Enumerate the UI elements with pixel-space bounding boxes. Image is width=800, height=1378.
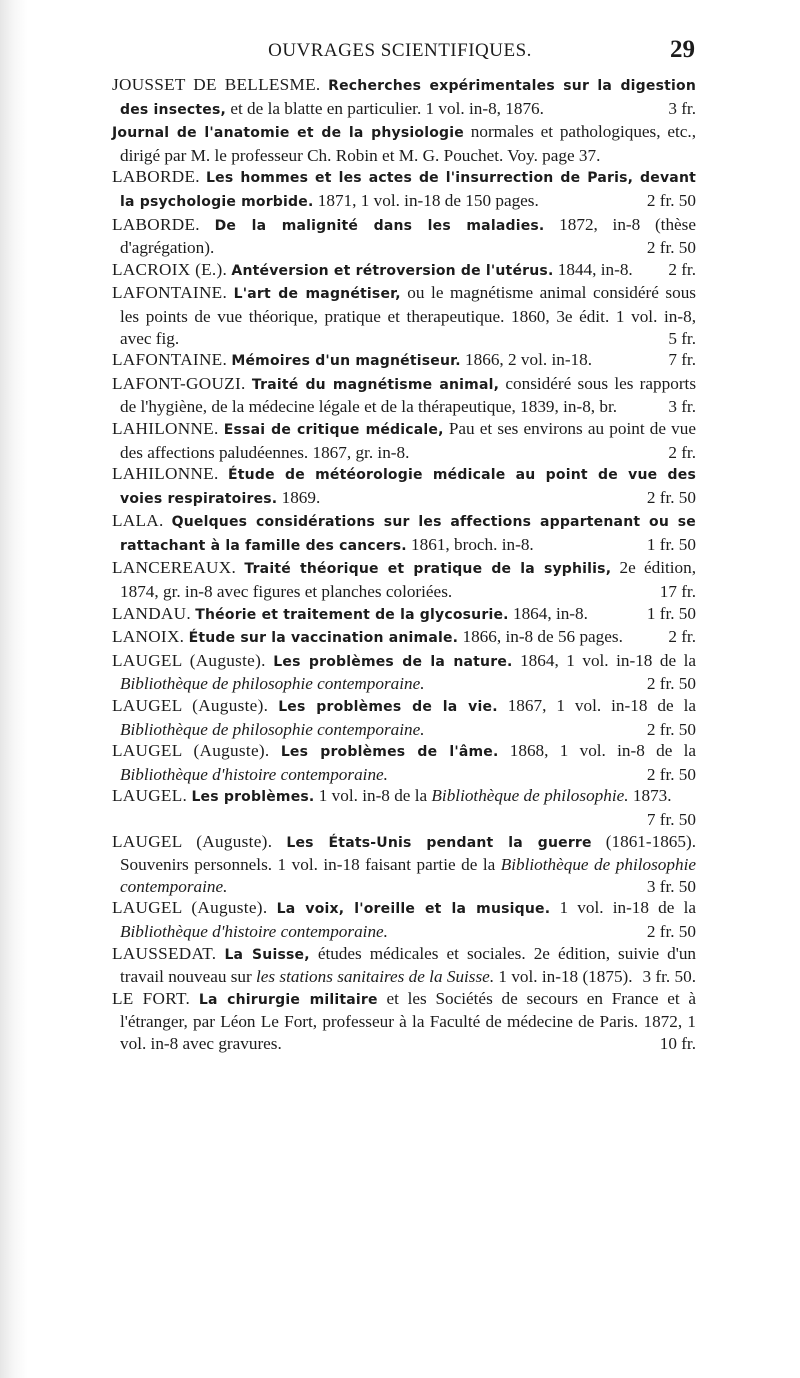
entry-details: 1 vol. in-8 de la: [318, 786, 428, 806]
catalog-entry: [112, 897, 696, 942]
catalog-entry: [112, 166, 696, 213]
entry-title: Étude de météorologie médicale au point de vue des voies respiratoires.: [120, 467, 696, 507]
catalog-entry: [112, 121, 696, 166]
catalog-entry: [112, 988, 696, 1055]
running-header: [105, 36, 695, 66]
entry-price: 2 fr. 50: [646, 764, 696, 784]
catalog-entry: [112, 74, 696, 121]
entry-price: 1 fr. 50: [646, 534, 696, 554]
entry-author: JOUSSET DE BELLESME.: [112, 75, 321, 94]
entry-title: Les problèmes de la nature.: [273, 653, 513, 670]
catalog-entry: [112, 557, 696, 602]
entry-title: Recherches expérimentales sur la digestion des insectes,: [120, 78, 696, 118]
entry-series: Bibliothèque d'histoire contemporaine.: [120, 764, 388, 784]
entry-title: La voix, l'oreille et la musique.: [276, 901, 551, 918]
entry-author: LAUGEL (Auguste).: [112, 741, 270, 761]
entry-title: Traité du magnétisme animal,: [251, 376, 500, 393]
catalog-entry: [112, 282, 696, 349]
entry-details: Pau et ses environs au point de vue des affections paludéennes. 1867, gr. in-8.: [120, 418, 696, 462]
catalog-entry: [112, 695, 696, 740]
catalog-entry: [112, 510, 696, 557]
catalog-entry: [112, 418, 696, 463]
entry-details: 1869.: [281, 487, 321, 507]
entry-series: Bibliothèque de philosophie.: [431, 786, 629, 806]
entry-details: 1 vol. in-18 de la: [559, 898, 697, 918]
catalog-entry: [112, 603, 696, 627]
page-number: 29: [670, 36, 695, 63]
entry-title: Les États-Unis pendant la guerre: [286, 834, 592, 851]
catalog-entry: [112, 831, 696, 898]
entry-details: 1844, in-8.: [557, 259, 633, 279]
entry-author: LAFONT-GOUZI.: [112, 373, 246, 393]
entry-details-extra: 1873.: [632, 786, 672, 806]
entry-price: 3 fr.: [668, 98, 696, 118]
entry-title: Les hommes et les actes de l'insurrection de Paris, devant la psychologie morbide.: [120, 170, 697, 210]
entry-author: LACROIX (E.).: [112, 259, 228, 279]
entry-author: LAUGEL (Auguste).: [112, 696, 269, 716]
entry-details: 1866, in-8 de 56 pages.: [462, 627, 623, 647]
entry-title: Essai de critique médicale,: [223, 421, 444, 438]
entry-series: Bibliothèque de philosophie contemporaine.: [120, 674, 425, 694]
entry-details: (1861-1865). Souvenirs personnels. 1 vol. in-18 faisant partie de la: [120, 831, 696, 875]
entry-title: Mémoires d'un magnétiseur.: [231, 353, 461, 370]
entry-author: LANCEREAUX.: [112, 558, 237, 578]
entry-title: De la malignité dans les maladies.: [214, 217, 545, 234]
entry-author: LAUGEL.: [112, 786, 188, 806]
entry-title: Étude sur la vaccination animale.: [188, 630, 459, 647]
entry-details: 1864, in-8.: [512, 603, 588, 623]
entry-series: Bibliothèque d'histoire contemporaine.: [120, 921, 388, 941]
entry-details: et les Sociétés de secours en France et à l'étranger, par Léon Le Fort, professeur à la Faculté de médecine de Paris. 1872, 1 vol. in-8 avec gravures.: [120, 988, 697, 1053]
entry-author: LAHILONNE.: [112, 464, 219, 484]
entry-title: Quelques considérations sur les affections appartenant ou se rattachant à la famille des cancers.: [120, 514, 696, 554]
entry-details: 1861, broch. in-8.: [411, 534, 534, 554]
entry-series: Bibliothèque de philosophie contemporaine.: [120, 855, 696, 896]
entry-author: LAHILONNE.: [112, 418, 219, 438]
entry-details: normales et pathologiques, etc., dirigé par M. le professeur Ch. Robin et M. G. Pouchet. Voy. page 37.: [120, 122, 696, 165]
entry-price: 7 fr.: [668, 350, 696, 370]
entry-author: LANOIX.: [112, 627, 185, 647]
page-title: OUVRAGES SCIENTIFIQUES.: [268, 40, 532, 61]
entry-details: 1871, 1 vol. in-18 de 150 pages.: [317, 190, 539, 210]
catalog-entry: [112, 626, 696, 650]
entry-title: Antéversion et rétroversion de l'utérus.: [231, 262, 554, 279]
entry-author: LAUGEL (Auguste).: [112, 831, 273, 851]
catalog-entry: [112, 349, 696, 373]
entry-price: 2 fr. 50: [646, 487, 696, 507]
entry-details: 1864, 1 vol. in-18 de la: [520, 650, 697, 670]
entry-title: Journal de l'anatomie et de la physiologie: [112, 125, 464, 142]
entry-price: 7 fr. 50: [646, 810, 696, 829]
catalog-entry: [112, 740, 696, 785]
entry-price: 10 fr.: [659, 1033, 696, 1053]
catalog-entry: [112, 785, 696, 830]
entry-title: Les problèmes de l'âme.: [280, 744, 499, 761]
entry-details: considéré sous les rapports de l'hygiène, de la médecine légale et de la thérapeutique, 1839, in-8, br.: [120, 373, 697, 417]
entry-author: LAUGEL (Auguste).: [112, 898, 268, 918]
entry-title: Les problèmes.: [191, 789, 315, 806]
entry-title: Les problèmes de la vie.: [278, 699, 498, 716]
entry-price: 17 fr.: [659, 582, 696, 602]
entry-author: LAFONTAINE.: [112, 350, 228, 370]
entry-price: 2 fr.: [668, 442, 696, 462]
entry-details-extra: 1 vol. in-18 (1875).: [498, 967, 633, 987]
entry-price: 1 fr. 50: [646, 603, 696, 623]
entry-series: les stations sanitaires de la Suisse.: [256, 967, 495, 987]
entry-author: LANDAU.: [112, 603, 191, 623]
entry-price: 2 fr. 50: [646, 921, 696, 941]
entry-price: 2 fr.: [668, 627, 696, 647]
entry-price: 2 fr.: [668, 259, 696, 279]
entry-details: 1872, in-8 (thèse d'agrégation).: [120, 214, 696, 258]
entry-title: L'art de magnétiser,: [233, 286, 401, 303]
entry-author: LAUGEL (Auguste).: [112, 650, 266, 670]
entry-details: et de la blatte en particulier. 1 vol. in-8, 1876.: [230, 98, 544, 118]
catalog-entry: [112, 373, 696, 418]
catalog-entry: [112, 214, 696, 259]
entry-title: La chirurgie militaire: [198, 991, 378, 1008]
catalog-entry: [112, 463, 696, 510]
entry-details: 1866, 2 vol. in-18.: [465, 350, 593, 370]
entry-price: 5 fr.: [668, 328, 696, 348]
entry-author: LALA.: [112, 511, 164, 531]
entry-price: 3 fr.: [668, 397, 696, 417]
entry-price: 2 fr. 50: [646, 190, 696, 210]
entry-author: LABORDE.: [112, 214, 200, 234]
entry-price: 2 fr. 50: [646, 719, 696, 739]
entry-author: LAUSSEDAT.: [112, 943, 217, 963]
entry-price: 3 fr. 50.: [642, 967, 696, 987]
catalog-entry: [112, 943, 696, 988]
entry-author: LABORDE.: [112, 167, 200, 187]
entry-price: 2 fr. 50: [646, 238, 696, 258]
entry-author: LE FORT.: [112, 988, 191, 1008]
entry-title: Traité théorique et pratique de la syphilis,: [244, 561, 612, 578]
entry-price: 3 fr. 50: [646, 876, 696, 896]
catalog-entry: [112, 650, 696, 695]
entry-details: ou le magnétisme animal considéré sous les points de vue théorique, pratique et therapeutique. 1860, 3e édit. 1 vol. in-8, avec fig.: [120, 283, 696, 348]
entry-title: La Suisse,: [224, 946, 310, 963]
entry-price: 2 fr. 50: [646, 674, 696, 694]
entry-author: LAFONTAINE.: [112, 283, 228, 303]
entry-details: études médicales et sociales. 2e édition, suivie d'un travail nouveau sur: [120, 943, 697, 987]
entry-title: Théorie et traitement de la glycosurie.: [195, 606, 509, 623]
entry-details: 1868, 1 vol. in-8 de la: [509, 741, 697, 761]
catalog-entry-list: [112, 74, 696, 1055]
entry-series: Bibliothèque de philosophie contemporaine.: [120, 719, 425, 739]
entry-details: 2e édition, 1874, gr. in-8 avec figures et planches coloriées.: [120, 558, 697, 602]
catalog-entry: [112, 259, 696, 283]
entry-details: 1867, 1 vol. in-18 de la: [507, 696, 697, 716]
